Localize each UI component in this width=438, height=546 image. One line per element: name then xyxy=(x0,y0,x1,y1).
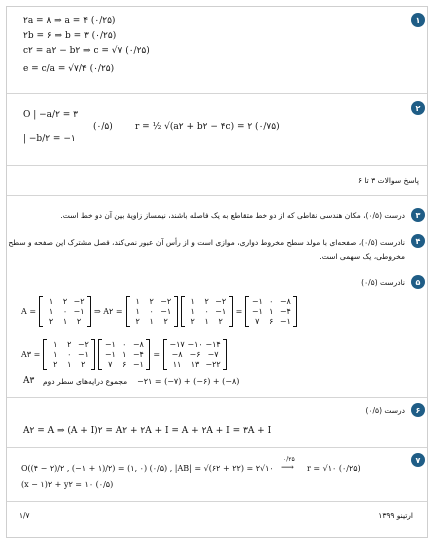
matrix-A-copy-2: ۱ ۲ −۲ ۱ ۰ −۱ ۲ ۱ ۲ xyxy=(190,297,227,326)
q1-line-2: ۲b = ۶ ⇒ b = ۳ (۰/۲۵) xyxy=(23,31,117,41)
q2-center-line-1: O | −a/۲ = ۳ xyxy=(23,110,79,120)
footer-divider xyxy=(7,501,427,502)
q4-answer-line-2: مخروطی، یک سهمی است. xyxy=(319,252,405,261)
q3-answer: درست (۰/۵)، مکان هندسی نقاطی که از دو خط متقاطع به یک فاصله باشند، نیمساز زاویهٔ بین آن دو خط است. xyxy=(60,211,405,220)
footer-brand: ارتینو ۱۳۹۹ xyxy=(378,511,413,520)
q6-equation: A۲ = A ⇒ (A + I)۲ = A۲ + ۲A + I = A + ۲A + I = ۳A + I xyxy=(23,426,272,436)
divider xyxy=(7,397,427,398)
q7-line-1a: O((۴ − ۲)/۲ , (−۱ + ۱)/۲) = (۱, ۰) (۰/۵) , |AB| = √(۶۲ + ۲۲) = ۲√۱۰ xyxy=(21,464,274,473)
matrix-A: ۱ ۲ −۲ ۱ ۰ −۱ ۲ ۱ ۲ xyxy=(48,297,85,326)
divider xyxy=(7,447,427,448)
q7-line-1b: r = √۱۰ (۰/۲۵) xyxy=(307,464,361,473)
q7-arrow-label: ۰/۲۵ xyxy=(283,456,295,463)
question-number-badge: ۵ xyxy=(411,275,425,289)
q1-line-3: c۲ = a۲ − b۲ ⇒ c = √۷ (۰/۲۵) xyxy=(23,46,150,56)
section-title: پاسخ سوالات ۳ تا ۶ xyxy=(357,176,419,185)
divider xyxy=(7,93,427,94)
equals-sign: = xyxy=(235,307,243,316)
q2-center-line-2: | −b/۲ = −۱ xyxy=(23,134,76,144)
q5-row3-label: مجموع درایه‌های سطر دوم xyxy=(43,377,128,386)
question-number-badge: ۷ xyxy=(411,453,425,467)
q1-line-4: e = c/a = √۷/۴ (۰/۲۵) xyxy=(23,64,115,74)
q5-row3-sum: −۲۱ = (−۷) + (−۶) + (−۸) xyxy=(137,377,240,386)
question-number-badge: ۶ xyxy=(411,403,425,417)
q5-row1-prefix: A = xyxy=(21,307,37,316)
q5-label: نادرست (۰/۵) xyxy=(361,278,405,287)
matrix-A2-copy: −۱ ۰ −۸ −۱ ۱ −۴ ۷ ۶ −۱ xyxy=(104,340,144,369)
answer-sheet-page xyxy=(6,6,428,538)
page-number: ۱/۷ xyxy=(19,511,30,520)
q2-score: (۰/۵) xyxy=(93,122,113,132)
matrix-A-copy-1: ۱ ۲ −۲ ۱ ۰ −۱ ۲ ۱ ۲ xyxy=(135,297,172,326)
divider xyxy=(7,165,427,166)
question-number-badge: ۴ xyxy=(411,234,425,248)
matrix-A3: −۱۷ −۱۰ −۱۴ −۸ −۶ −۷ ۱۱ ۱۳ −۲۲ xyxy=(169,340,221,369)
q4-answer-line-1: نادرست (۰/۵)، صفحه‌ای با مولد سطح مخروط دواری، موازی است و از رأس آن عبور نمی‌کند، فصل مشترک این صفحه و سطح xyxy=(8,238,405,247)
q2-radius: r = ½ √(a۲ + b۲ − ۴c) = ۲ (۰/۷۵) xyxy=(135,122,280,132)
q1-line-1: ۲a = ۸ ⇒ a = ۴ (۰/۲۵) xyxy=(23,16,116,26)
q5-row1-mid: ⇒ A۲ = xyxy=(94,307,123,316)
divider xyxy=(7,195,427,196)
q5-row3-prefix: A۳ xyxy=(23,376,35,386)
question-number-badge: ۳ xyxy=(411,208,425,222)
right-arrow-icon: ⟶ xyxy=(281,463,294,473)
equals-sign: = xyxy=(153,350,161,359)
matrix-A2: −۱ ۰ −۸ −۱ ۱ −۴ ۷ ۶ −۱ xyxy=(251,297,291,326)
question-number-badge: ۲ xyxy=(411,101,425,115)
q5-row2-prefix: A۳ = xyxy=(21,350,41,359)
matrix-A-copy-3: ۱ ۲ −۲ ۱ ۰ −۱ ۲ ۱ ۲ xyxy=(53,340,89,369)
q5-matrix-row-1 xyxy=(21,296,297,327)
q7-line-2: (x − ۱)۲ + y۲ = ۱۰ (۰/۵) xyxy=(21,480,114,489)
q6-label: درست (۰/۵) xyxy=(365,406,405,415)
q5-matrix-row-2 xyxy=(21,339,227,370)
question-number-badge: ۱ xyxy=(411,13,425,27)
